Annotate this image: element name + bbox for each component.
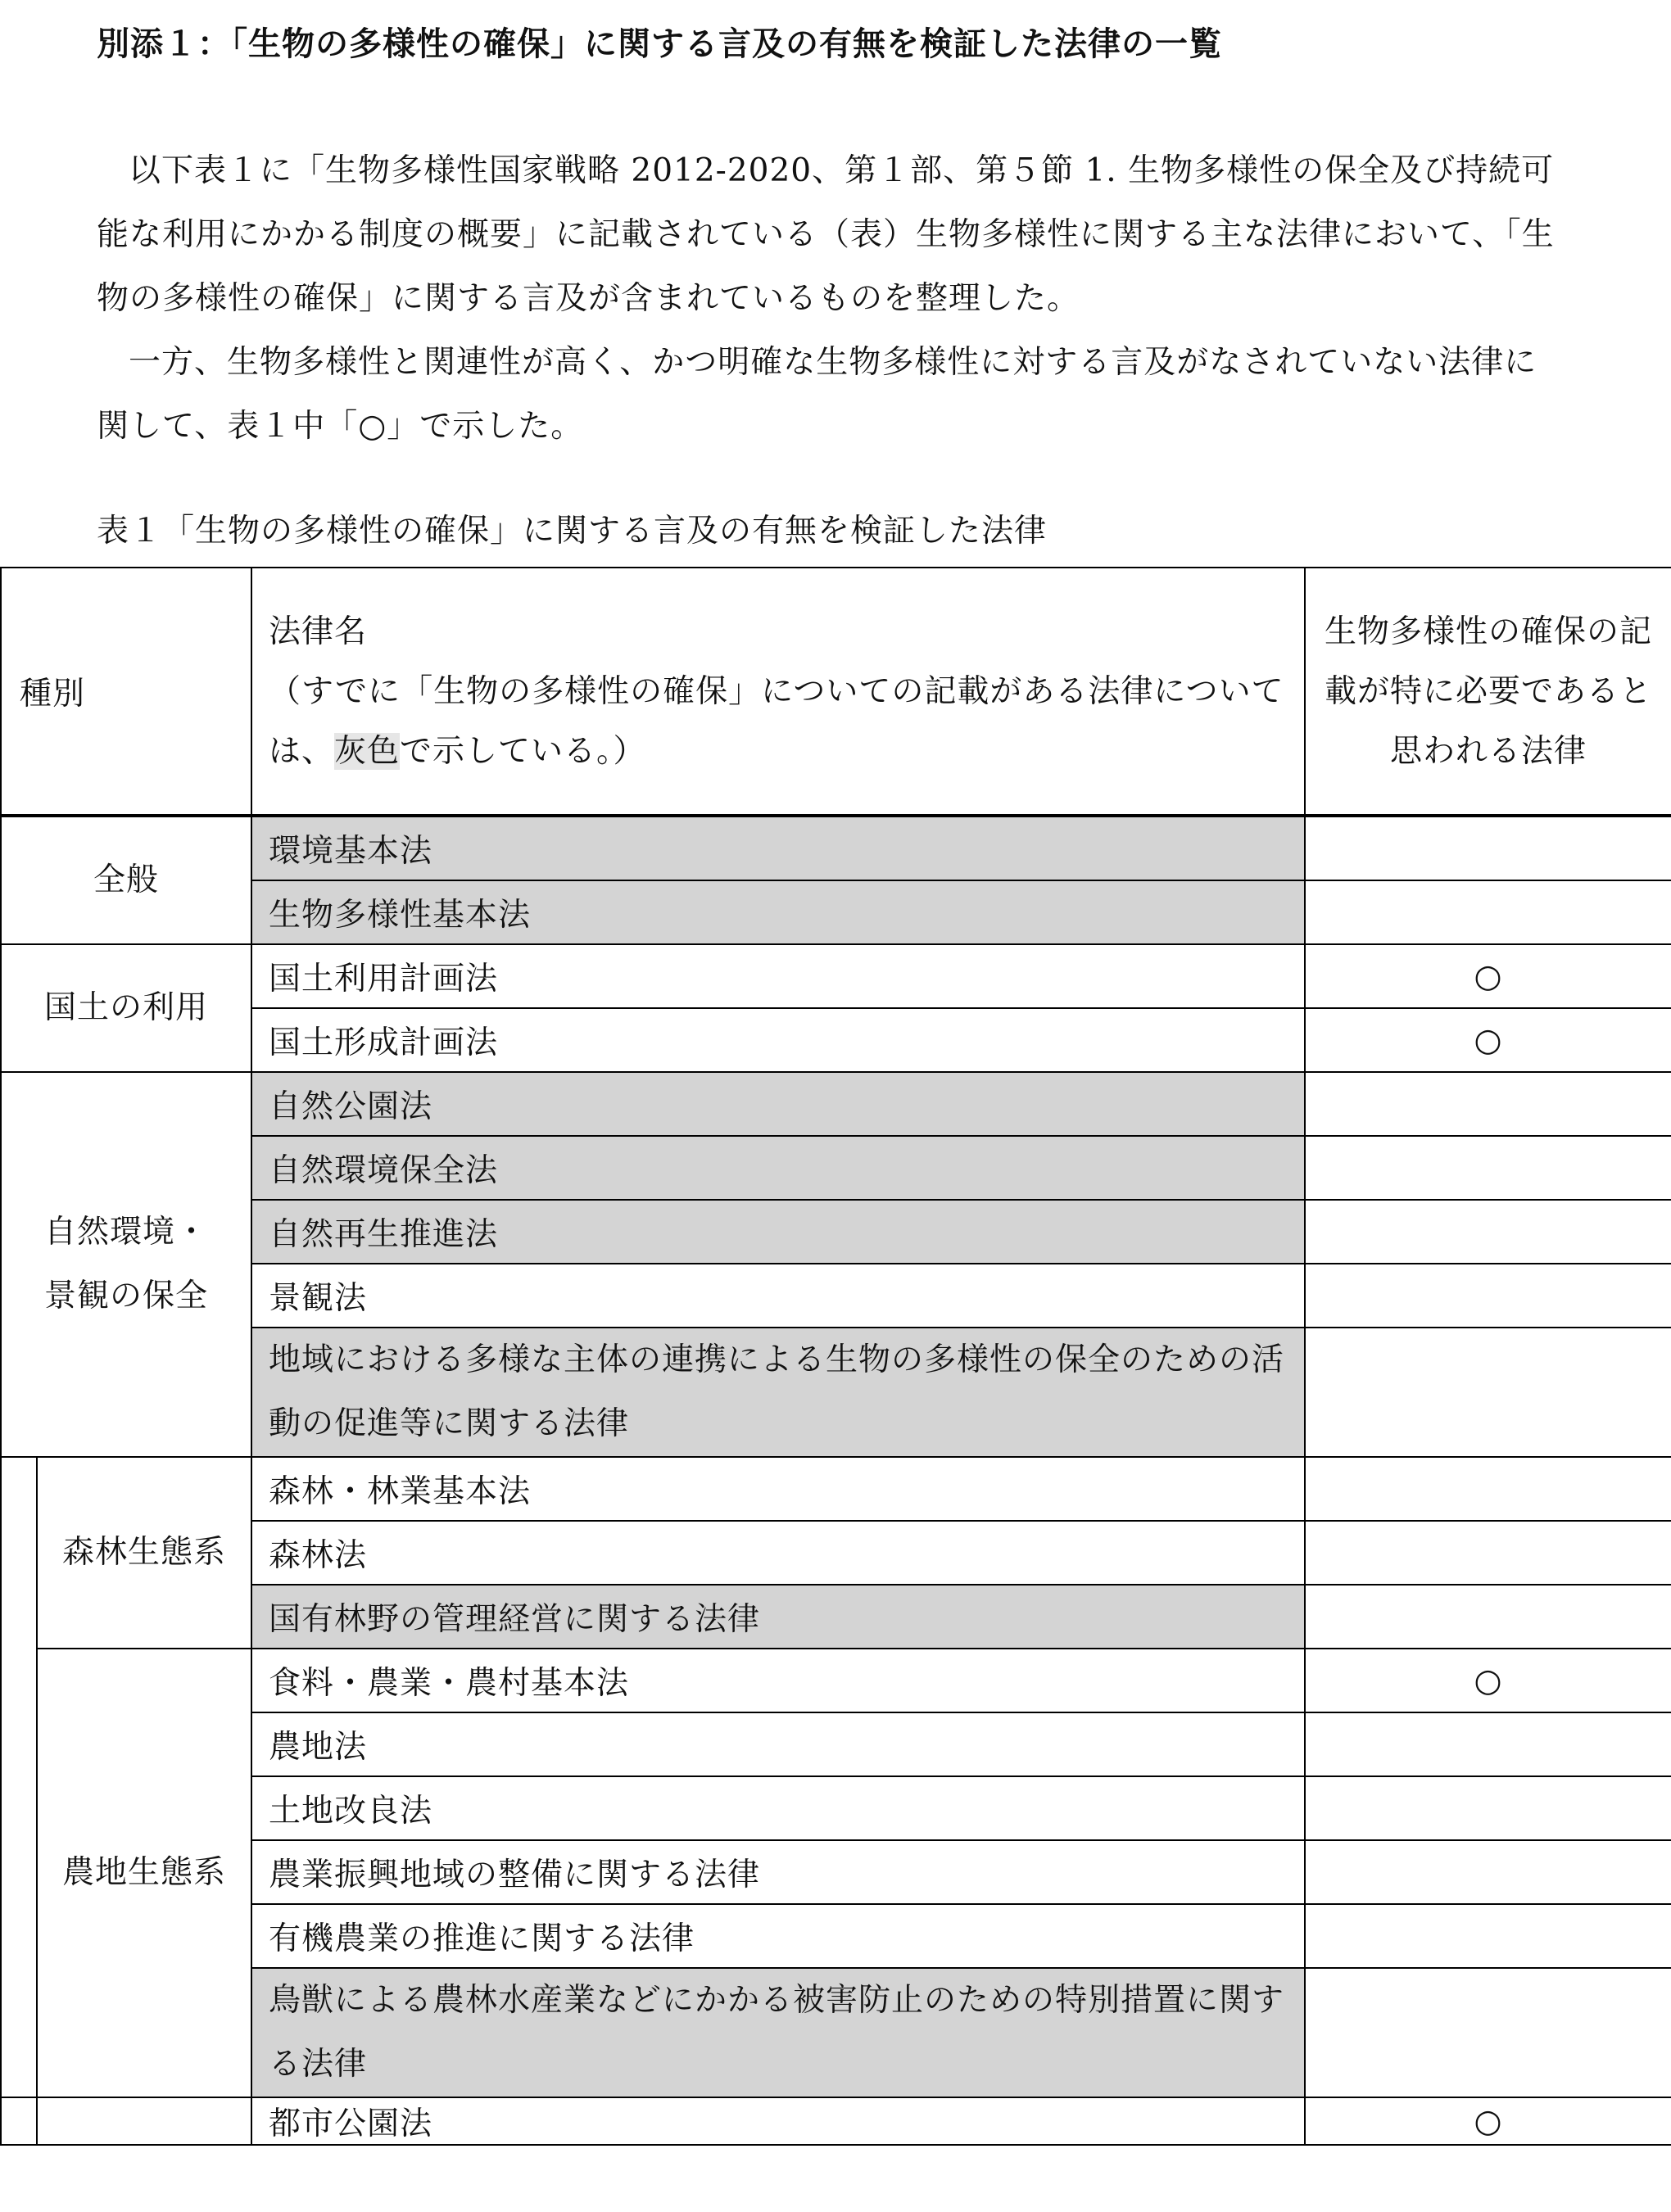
table-row [1, 944, 1671, 1008]
header-law-name [251, 568, 1305, 816]
law-mark [1305, 1136, 1671, 1200]
table-header-row [1, 568, 1671, 816]
table-row [1, 1008, 1671, 1072]
table-row [1, 880, 1671, 944]
table-row [1, 1904, 1671, 1968]
law-mark [1305, 1264, 1671, 1328]
table-row [1, 1712, 1671, 1776]
table-row [1, 1072, 1671, 1136]
table-caption: 表１「生物の多様性の確保」に関する言及の有無を検証した法律 [97, 513, 1048, 550]
law-name: 都市公園法 [251, 2097, 1305, 2145]
category-empty [37, 2097, 251, 2145]
intro-paragraph-2: 一方、生物多様性と関連性が高く、かつ明確な生物多様性に対する言及がなされていない法律に関して、表１中「○」で示した。 [97, 344, 1537, 445]
law-name: 自然公園法 [251, 1072, 1305, 1136]
law-mark: ○ [1305, 944, 1671, 1008]
law-mark [1305, 1776, 1671, 1840]
header-mark: 生物多様性の確保の記載が特に必要であると思われる法律 [1305, 568, 1671, 816]
intro-paragraph-1: 以下表１に「生物多様性国家戦略 2012-2020、第１部、第５節 1. 生物多様性の保全及び持続可能な利用にかかる制度の概要」に記載されている（表）生物多様性に関する主な法律において、「生物の多様性の確保」に関する言及が含まれているものを整理した。 [97, 152, 1555, 317]
law-name: 国土利用計画法 [251, 944, 1305, 1008]
table-row [1, 1840, 1671, 1904]
category-forest [37, 1457, 251, 1649]
category-land: 国土の利用 [1, 944, 251, 1072]
table-row [1, 1457, 1671, 1521]
law-name: 国有林野の管理経営に関する法律 [251, 1585, 1305, 1649]
header-law-name-title: 法律名 [269, 613, 368, 650]
law-name: 景観法 [251, 1264, 1305, 1328]
table-row [1, 2097, 1671, 2145]
law-mark [1305, 1840, 1671, 1904]
header-note-highlight: 灰色 [334, 732, 401, 770]
law-mark [1305, 816, 1671, 880]
law-mark [1305, 1585, 1671, 1649]
category-forest-label: 森林生態系 [62, 1534, 227, 1571]
table-row [1, 816, 1671, 880]
category-nature-label: 自然環境・景観の保全 [43, 1214, 208, 1314]
law-name: 自然環境保全法 [251, 1136, 1305, 1200]
subcategory-spine [1, 1457, 37, 2097]
category-nature [1, 1072, 251, 1457]
law-name: 有機農業の推進に関する法律 [251, 1904, 1305, 1968]
document-title: 別添１：「生物の多様性の確保」に関する言及の有無を検証した法律の一覧 [97, 25, 1222, 63]
law-mark [1305, 1712, 1671, 1776]
table-row [1, 1776, 1671, 1840]
category-general: 全般 [1, 816, 251, 944]
law-name: 自然再生推進法 [251, 1200, 1305, 1264]
category-farm-label: 農地生態系 [62, 1854, 227, 1891]
law-name: 環境基本法 [251, 816, 1305, 880]
header-law-name-note [269, 662, 1288, 781]
subcategory-spine [1, 2097, 37, 2145]
law-name: 森林法 [251, 1521, 1305, 1585]
table-row [1, 1328, 1671, 1457]
law-mark: ○ [1305, 1649, 1671, 1712]
table-row [1, 1136, 1671, 1200]
law-name: 鳥獣による農林水産業などにかかる被害防止のための特別措置に関する法律 [251, 1968, 1305, 2097]
law-mark [1305, 1072, 1671, 1136]
law-name: 森林・林業基本法 [251, 1457, 1305, 1521]
header-note-part1: （すでに「生物の多様性の確保」についての記載がある法律については、 [269, 672, 1284, 770]
table-row [1, 1968, 1671, 2097]
table-row [1, 1585, 1671, 1649]
law-mark: ○ [1305, 1008, 1671, 1072]
category-farm [37, 1649, 251, 2097]
law-mark [1305, 1968, 1671, 2097]
law-mark [1305, 1521, 1671, 1585]
table-row [1, 1200, 1671, 1264]
law-mark: ○ [1305, 2097, 1671, 2145]
header-note-part2: で示している。） [400, 732, 646, 770]
table-row [1, 1649, 1671, 1712]
law-name: 生物多様性基本法 [251, 880, 1305, 944]
law-name: 地域における多様な主体の連携による生物の多様性の保全のための活動の促進等に関する法律 [251, 1328, 1305, 1457]
law-table [0, 567, 1671, 2146]
law-name: 国土形成計画法 [251, 1008, 1305, 1072]
law-mark [1305, 1457, 1671, 1521]
law-mark [1305, 1904, 1671, 1968]
law-mark [1305, 1200, 1671, 1264]
table-row [1, 1521, 1671, 1585]
law-name: 土地改良法 [251, 1776, 1305, 1840]
table-row [1, 1264, 1671, 1328]
law-name: 食料・農業・農村基本法 [251, 1649, 1305, 1712]
intro-text [97, 139, 1559, 459]
law-name: 農業振興地域の整備に関する法律 [251, 1840, 1305, 1904]
law-mark [1305, 880, 1671, 944]
law-name: 農地法 [251, 1712, 1305, 1776]
header-category: 種別 [1, 568, 251, 816]
law-mark [1305, 1328, 1671, 1457]
